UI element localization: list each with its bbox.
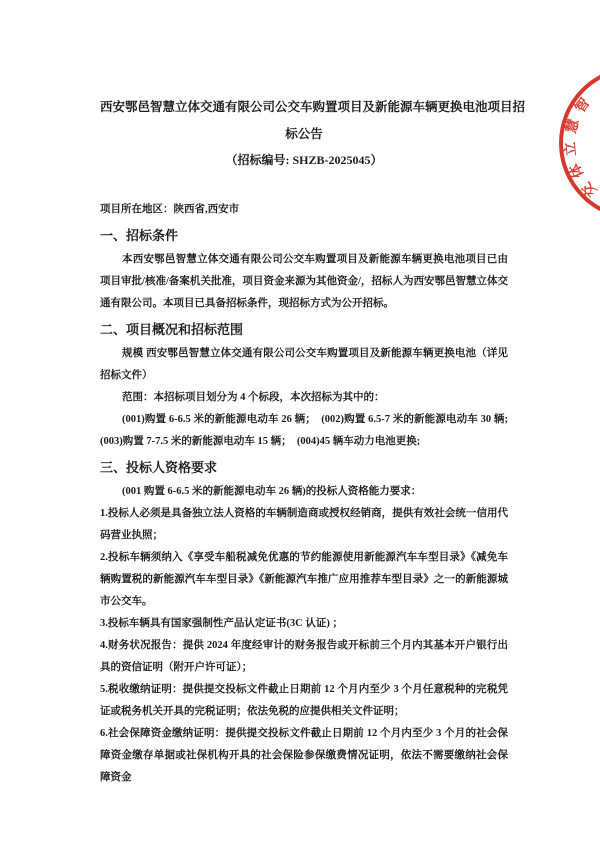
section-heading-2: 二、项目概况和招标范围 bbox=[100, 322, 244, 337]
project-location: 项目所在地区：陕西省,西安市 bbox=[100, 204, 240, 215]
seal-character: 智 bbox=[573, 95, 594, 116]
seal-character: 体 bbox=[567, 160, 588, 180]
seal-character: 立 bbox=[563, 141, 580, 157]
document-content bbox=[100, 94, 526, 789]
document-title bbox=[100, 94, 526, 148]
qualification-item-1: 1.投标人必须是具备独立法人资格的车辆制造商或授权经销商，提供有效社会统一信用代码营业执照； bbox=[100, 508, 508, 541]
section1-paragraph: 本西安鄂邑智慧立体交通有限公司公交车购置项目及新能源车辆更换电池项目已由项目审批/核准/备案机关批准，项目资金来源为其他资金/，招标人为西安鄂邑智慧立体交通有限公司。本项目已具备招标条件，现招标方式为公开招标。 bbox=[100, 254, 508, 309]
qualification-intro-paragraph: (001 购置 6-6.5 米的新能源电动车 26 辆)的投标人资格能力要求： bbox=[122, 486, 422, 497]
seal-character: 慧 bbox=[564, 117, 583, 136]
section-heading-3: 三、投标人资格要求 bbox=[100, 460, 218, 475]
lots-list-paragraph: (001)购置 6-6.5 米的新能源电动车 26 辆； (002)购置 6.5-7 米的新能源电动车 30 辆; (003)购置 7-7.5 米的新能源电动车 15 辆； (004)45 辆车动力电池更换; bbox=[100, 414, 508, 447]
qualification-item-6: 6.社会保障资金缴纳证明：提供提交投标文件截止日期前 12 个月内至少 3 个月的社会保障资金缴存单据或社保机构开具的社会保险参保缴费情况证明，依法不需要缴纳社会保障资金 bbox=[100, 728, 508, 783]
document-title-line1: 西安鄂邑智慧立体交通有限公司公交车购置项目及新能源车辆更换电池项目招 bbox=[100, 100, 526, 114]
scope-scale-paragraph: 规模 西安鄂邑智慧立体交通有限公司公交车购置项目及新能源车辆更换电池（详见招标文件） bbox=[100, 348, 508, 381]
seal-character: 交 bbox=[579, 178, 600, 200]
document-title-line2: 标公告 bbox=[285, 127, 323, 141]
section-heading-1: 一、招标条件 bbox=[100, 228, 179, 243]
seal-ring bbox=[559, 66, 600, 220]
bid-number: （招标编号: SHZB-2025045） bbox=[225, 153, 383, 167]
qualification-item-2: 2.投标车辆须纳入《享受车船税减免优惠的节约能源使用新能源汽车车型目录》《减免车辆购置税的新能源汽车车型目录》《新能源汽车推广应用推荐车型目录》之一的新能源城市公交车。 bbox=[100, 552, 508, 607]
qualification-item-3: 3.投标车辆具有国家强制性产品认定证书(3C 认证) ； bbox=[100, 618, 343, 629]
qualification-item-4: 4.财务状况报告：提供 2024 年度经审计的财务报告或开标前三个月内其基本开户银行出具的资信证明（附开户许可证）； bbox=[100, 640, 508, 673]
scope-range-paragraph: 范围：本招标项目划分为 4 个标段，本次招标为其中的： bbox=[122, 392, 385, 403]
qualification-item-5: 5.税收缴纳证明：提供提交投标文件截止日期前 12 个月内至少 3 个月任意税种的完税凭证或税务机关开具的完税证明；依法免税的应提供相关文件证明； bbox=[100, 684, 508, 717]
